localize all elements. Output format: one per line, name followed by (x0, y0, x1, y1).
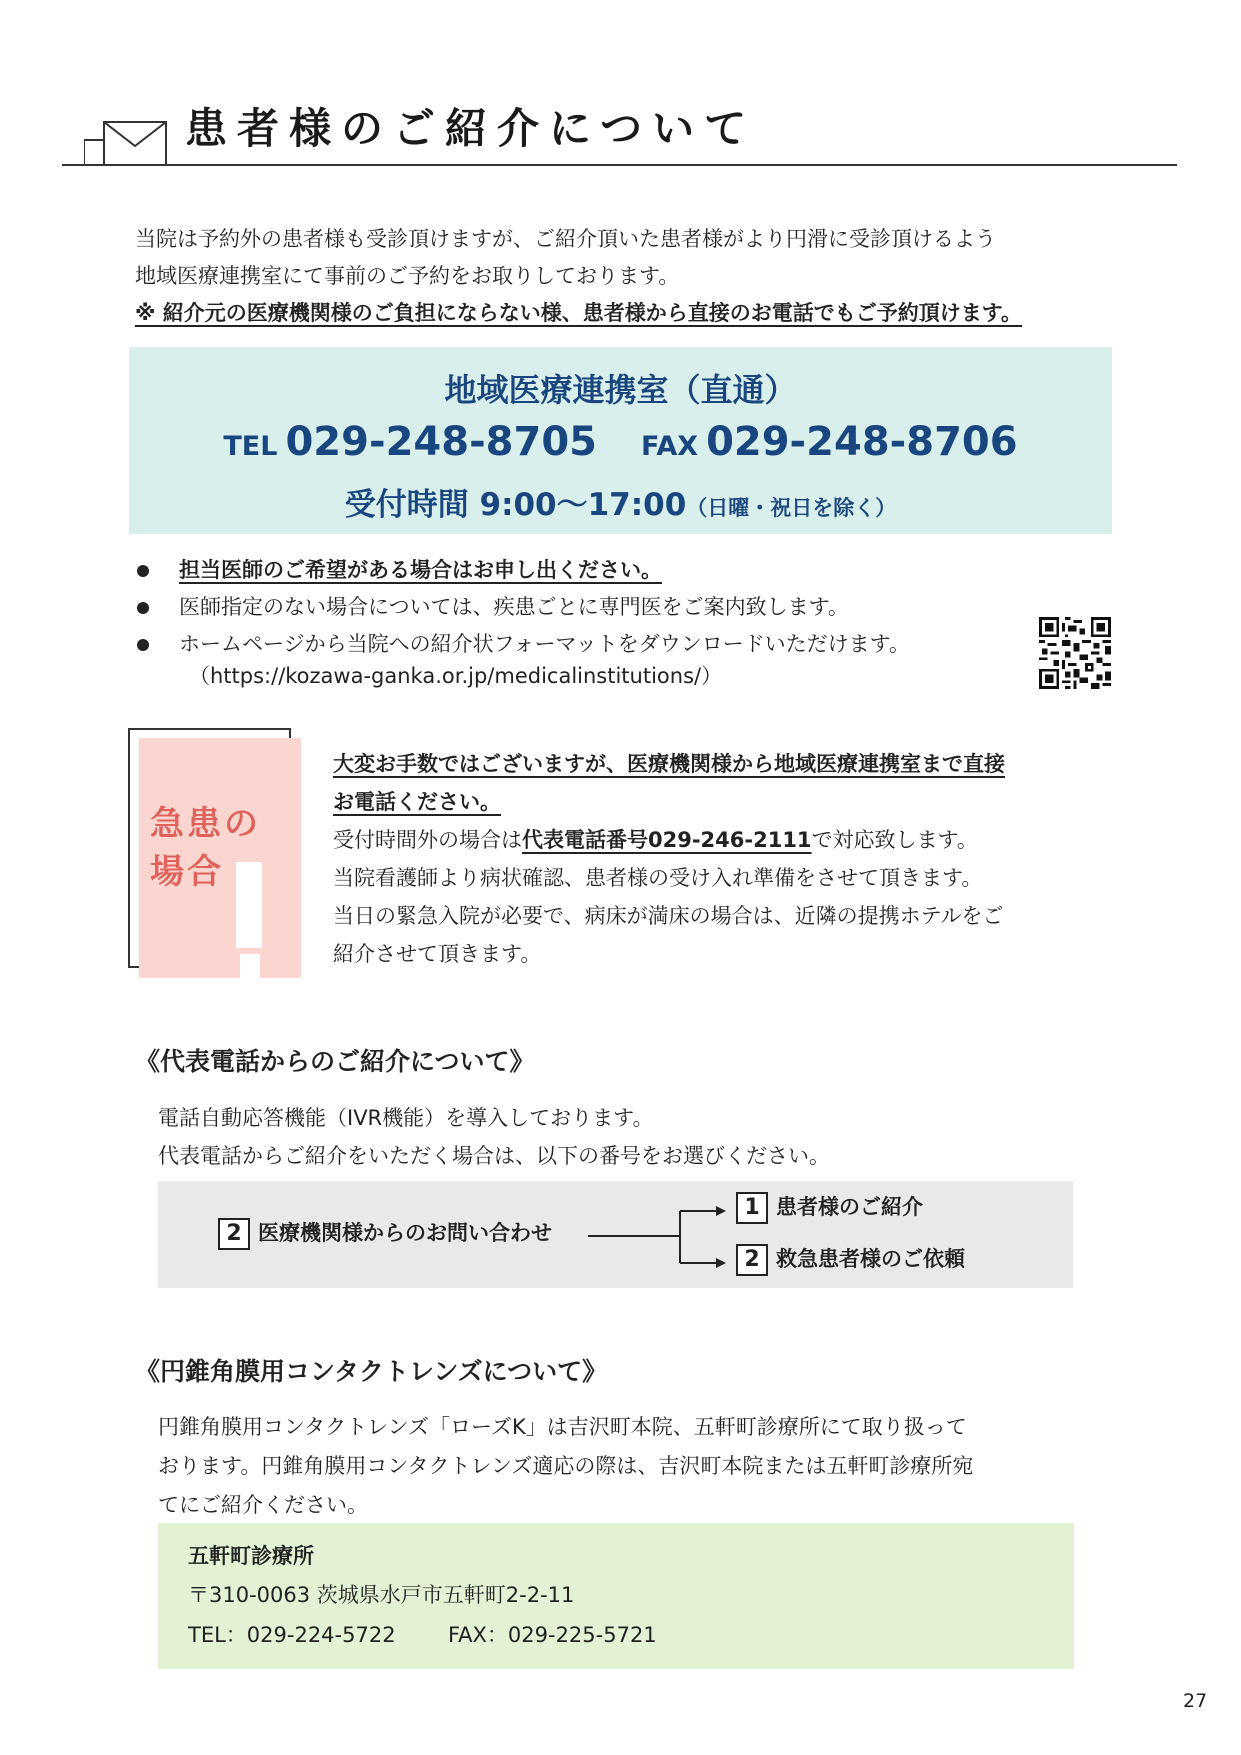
intro-note: ※ 紹介元の医療機関様のご負担にならない様、患者様から直接のお電話でもご予約頂けます。 (135, 301, 1023, 325)
ivr-heading: 《代表電話からのご紹介について》 (135, 1047, 535, 1076)
intro-line-2: 地域医療連携室にて事前のご予約をお取りしております。 (135, 264, 680, 288)
ivr-option-1-label: 患者様のご紹介 (776, 1195, 923, 1219)
after-hours-line (333, 821, 1133, 859)
tel-label: TEL (223, 431, 278, 462)
nurse-line: 当院看護師より病状確認、患者様の受け入れ準備をさせて頂きます。 (333, 866, 983, 890)
clinic-name: 五軒町診療所 (188, 1544, 314, 1568)
bullet-text-3: ホームページから当院への紹介状フォーマットをダウンロードいただけます。 (179, 632, 911, 656)
bullet-text-2: 医師指定のない場合については、疾患ごとに専門医をご案内致します。 (179, 595, 849, 619)
hotel-line-1: 当日の緊急入院が必要で、病床が満床の場合は、近隣の提携ホテルをご (333, 904, 1004, 928)
emergency-label-line-1: 急患の (150, 804, 261, 844)
clinic-fax: FAX：029-225-5721 (448, 1623, 657, 1647)
fax-number: 029-248-8706 (706, 419, 1018, 465)
hours-note: （日曜・祝日を除く） (686, 496, 897, 520)
bullet-icon (137, 565, 149, 577)
hours-text: 受付時間 9:00～17:00 (344, 487, 687, 523)
qr-code-icon[interactable] (1039, 617, 1111, 689)
main-phone-number[interactable]: 代表電話番号029-246-2111 (522, 828, 812, 852)
ivr-line-1: 電話自動応答機能（IVR機能）を導入しております。 (158, 1106, 654, 1130)
list-item (135, 626, 1035, 663)
bullet-text-1: 担当医師のご希望がある場合はお申し出ください。 (179, 558, 662, 582)
after-hours-post: で対応致します。 (811, 828, 978, 852)
ivr-option-2-label: 救急患者様のご依頼 (776, 1247, 965, 1271)
ivr-option-2-number: 2 (736, 1244, 768, 1276)
tel-number[interactable]: 029-248-8705 (285, 419, 597, 465)
page-number: 27 (1183, 1690, 1208, 1712)
after-hours-pre: 受付時間外の場合は (333, 828, 522, 852)
emergency-body (333, 745, 1133, 973)
emergency-lead-2: お電話ください。 (333, 790, 501, 814)
contact-heading: 地域医療連携室（直通） (444, 371, 797, 409)
lens-line-3: てにご紹介ください。 (158, 1493, 368, 1517)
title-underline (62, 164, 1177, 166)
list-item (135, 552, 1035, 589)
clinic-info-box (158, 1523, 1074, 1669)
info-bullets (135, 552, 1035, 700)
lens-line-2: おります。円錐角膜用コンタクトレンズ適応の際は、吉沢町本院または五軒町診療所宛 (158, 1454, 974, 1478)
bullet-icon (137, 639, 149, 651)
intro-line-1: 当院は予約外の患者様も受診頂けますが、ご紹介頂いた患者様がより円滑に受診頂けるよう (135, 227, 996, 251)
lens-heading: 《円錐角膜用コンタクトレンズについて》 (135, 1357, 608, 1386)
contact-box (129, 347, 1112, 534)
page-title: 患者様のご紹介について (185, 104, 757, 153)
ivr-option-2 (736, 1243, 965, 1276)
exclamation-dot (240, 954, 260, 978)
emergency-lead-1: 大変お手数ではございますが、医療機関様から地域医療連携室まで直接 (333, 752, 1005, 776)
hotel-line-2: 紹介させて頂きます。 (333, 942, 542, 966)
contact-hours (129, 479, 1112, 524)
clinic-tel[interactable]: TEL：029-224-5722 (188, 1623, 396, 1647)
intro-text (135, 221, 1125, 332)
lens-line-1: 円錐角膜用コンタクトレンズ「ローズK」は吉沢町本院、五軒町診療所にて取り扱って (158, 1415, 967, 1439)
bullet-icon (137, 602, 149, 614)
ivr-option-1 (736, 1191, 923, 1224)
branch-arrow-icon (588, 1193, 728, 1283)
clinic-address: 〒310-0063 茨城県水戸市五軒町2-2-11 (188, 1583, 575, 1607)
emergency-label (150, 800, 261, 896)
emergency-label-line-2: 場合 (150, 852, 224, 892)
ivr-main-label: 医療機関様からのお問い合わせ (258, 1221, 552, 1245)
ivr-option-1-number: 1 (736, 1192, 768, 1224)
page-header (62, 86, 1177, 166)
ivr-menu-box (158, 1181, 1073, 1288)
contact-numbers (129, 419, 1112, 465)
fax-label: FAX (641, 431, 699, 462)
ivr-description (158, 1099, 830, 1175)
format-url-link[interactable]: （https://kozawa-ganka.or.jp/medicalinstitutions/） (189, 664, 723, 688)
lens-description (158, 1408, 1078, 1525)
ivr-main-number: 2 (218, 1218, 250, 1250)
ivr-line-2: 代表電話からご紹介をいただく場合は、以下の番号をお選びください。 (158, 1144, 830, 1168)
ivr-main-option (218, 1217, 552, 1250)
list-item (135, 589, 1035, 626)
